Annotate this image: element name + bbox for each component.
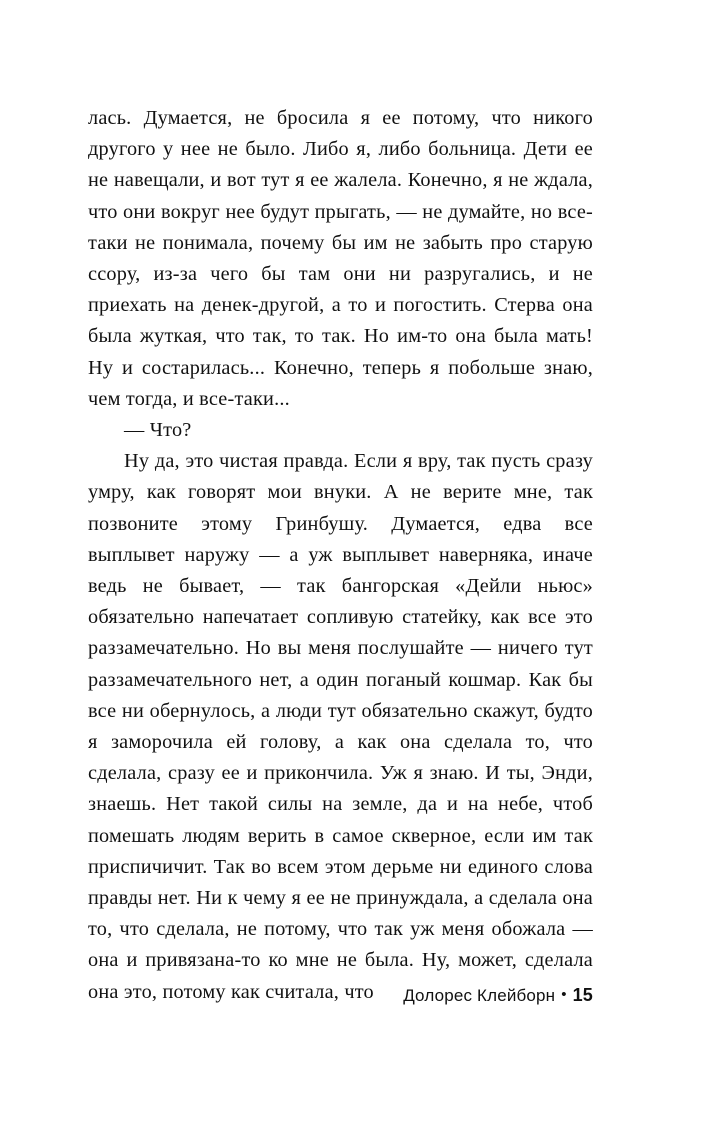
footer-page-number: 15 (572, 985, 593, 1005)
page-text-block (88, 103, 593, 1008)
paragraph: лась. Думается, не бросила я ее потому, что никого другого у нее не было. Либо я, либо больница. Дети ее не навещали, и вот тут я ее жалела. Конечно, я не ждала, что они вокруг нее будут прыгать, — не думайте, но все-таки не понимала, почему бы им не забыть про старую ссору, из-за чего бы там они ни разругались, и не приехать на денек-другой, а то и погостить. Стерва она была жуткая, что так, то так. Но им-то она была мать! Ну и состарилась... Конечно, теперь я побольше знаю, чем тогда, и все-таки... (88, 107, 593, 410)
page-footer (88, 985, 593, 1006)
footer-book-title: Долорес Клейборн (403, 986, 556, 1005)
paragraph: — Что? (124, 419, 192, 442)
footer-separator-bullet: • (561, 986, 567, 1003)
paragraph: Ну да, это чистая правда. Если я вру, так пусть сразу умру, как говорят мои внуки. А не верите мне, так позвоните этому Гринбушу. Думается, едва все выплывет наружу — а уж выплывет наверняка, иначе ведь не бывает, — так бангорская «Дейли ньюс» обязательно напечатает сопливую статейку, как все это раззамечательно. Но вы меня послушайте — ничего тут раззамечательного нет, а один поганый кошмар. Как бы все ни обернулось, а люди тут обязательно скажут, будто я заморочила ей голову, а как она сделала то, что сделала, сразу ее и прикончила. Уж я знаю. И ты, Энди, знаешь. Нет такой силы на земле, да и на небе, чтоб помешать людям верить в самое скверное, если им так приспичичит. Так во всем этом дерьме ни единого слова правды нет. Ни к чему я ее не принуждала, а сделала она то, что сделала, не потому, что так уж меня обожала — она и привязана-то ко мне не была. Ну, может, сделала она это, потому как считала, что (88, 450, 593, 1003)
